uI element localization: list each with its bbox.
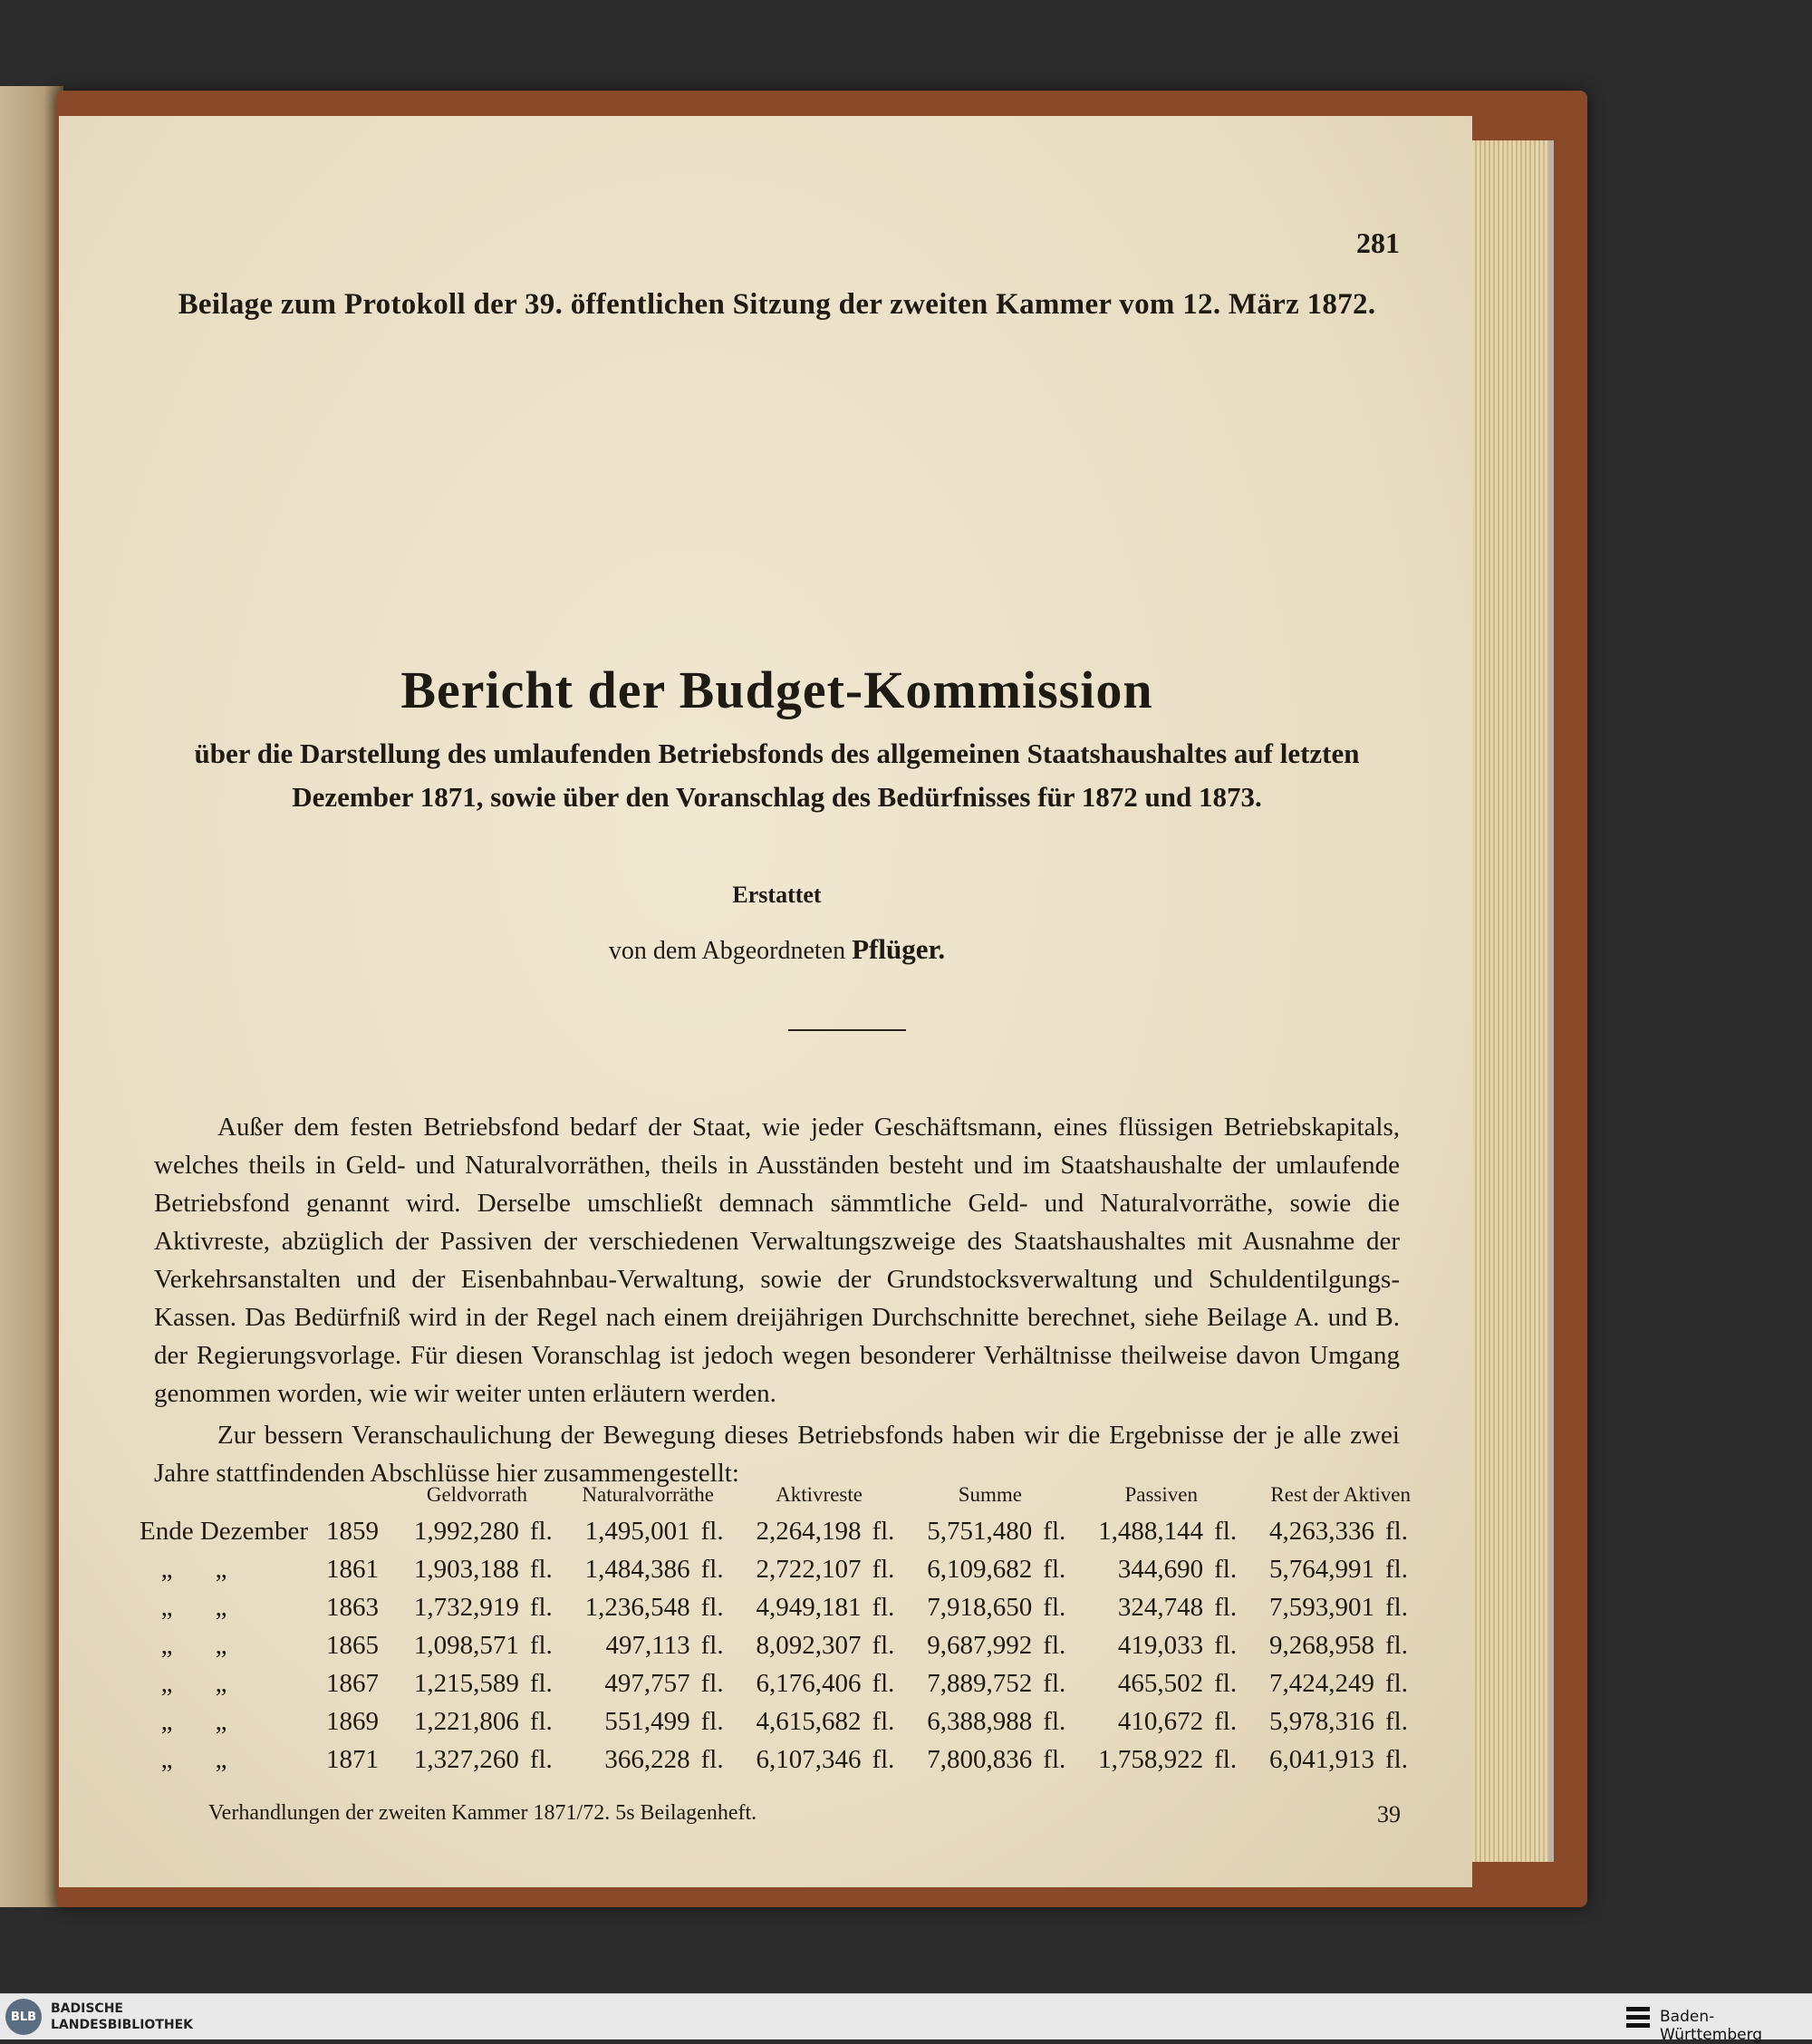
footer-signature: 39 [1377,1801,1401,1827]
table-cell: 324,748 [1117,1592,1204,1622]
table-cell: 8,092,307 [756,1630,862,1660]
currency-unit: fl. [1214,1744,1238,1774]
ditto-mark: „ [215,1630,227,1660]
currency-unit: fl. [872,1668,895,1698]
header-naturalvorraethe: Naturalvorräthe [582,1483,715,1506]
ditto-mark: „ [215,1592,227,1622]
ditto-mark: „ [160,1744,173,1774]
table-cell: 1,221,806 [413,1706,519,1736]
currency-unit: fl. [529,1668,553,1698]
blb-line-2: LANDESBIBLIOTHEK [51,2018,194,2032]
currency-unit: fl. [700,1668,724,1698]
table-cell: 6,388,988 [927,1706,1033,1736]
currency-unit: fl. [1043,1706,1066,1736]
table-cell: 4,615,682 [756,1706,862,1736]
row-label [136,1626,312,1664]
table-header-row [136,1481,1418,1512]
page-number: 281 [1356,227,1400,259]
document-page [59,116,1472,1887]
table-cell: 1,495,001 [584,1516,690,1546]
table-cell: 2,264,198 [756,1516,862,1546]
ditto-mark: „ [160,1592,173,1622]
table-cell: 2,722,107 [756,1554,862,1584]
currency-unit: fl. [1385,1706,1408,1736]
currency-unit: fl. [872,1592,895,1622]
currency-unit: fl. [1385,1668,1408,1698]
footer-source: Verhandlungen der zweiten Kammer 1871/72. 5s Beilagenheft. [208,1801,757,1825]
table-cell: 344,690 [1117,1554,1204,1584]
table-cell: 6,176,406 [756,1668,862,1698]
currency-unit: fl. [1214,1516,1238,1546]
author-prefix: von dem Abgeordneten [608,937,846,965]
currency-unit: fl. [1043,1744,1066,1774]
currency-unit: fl. [1385,1516,1408,1546]
currency-unit: fl. [1385,1554,1408,1584]
currency-unit: fl. [1385,1592,1408,1622]
blb-library-name[interactable] [51,2001,250,2033]
row-label [136,1664,312,1702]
row-label [136,1740,312,1779]
table-cell: 366,228 [604,1744,690,1774]
ditto-mark: „ [160,1706,173,1736]
currency-unit: fl. [872,1516,895,1546]
row-label [136,1550,312,1588]
currency-unit: fl. [1214,1668,1238,1698]
ditto-mark: „ [160,1668,173,1698]
table-cell: 7,593,901 [1269,1592,1374,1622]
table-body [136,1512,1418,1779]
table-cell: 5,764,991 [1269,1554,1374,1584]
currency-unit: fl. [529,1744,553,1774]
table-cell: 1,484,386 [584,1554,690,1584]
currency-unit: fl. [872,1554,895,1584]
header-geldvorrath: Geldvorrath [426,1483,527,1506]
currency-unit: fl. [529,1630,553,1660]
table-row [136,1550,1418,1588]
currency-unit: fl. [700,1592,724,1622]
currency-unit: fl. [529,1706,553,1736]
row-year: 1865 [325,1630,379,1660]
table-row [136,1512,1418,1550]
row-label [136,1702,312,1740]
table-cell: 7,800,836 [927,1744,1033,1774]
table-cell: 1,215,589 [413,1668,519,1698]
table-cell: 497,113 [605,1630,690,1660]
baden-wuerttemberg-lion-icon[interactable] [1624,2004,1652,2031]
table-cell: 497,757 [604,1668,690,1698]
separator-rule [788,1029,906,1031]
table-cell: 6,109,682 [927,1554,1033,1584]
header-summe: Summe [958,1483,1023,1506]
table-row [136,1740,1418,1779]
row-year: 1863 [325,1592,379,1622]
currency-unit: fl. [529,1516,553,1546]
currency-unit: fl. [1214,1554,1238,1584]
table-row [136,1588,1418,1626]
currency-unit: fl. [1043,1630,1066,1660]
currency-unit: fl. [700,1630,724,1660]
row-label: Ende Dezember [140,1516,308,1546]
table-cell: 1,236,548 [584,1592,690,1622]
currency-unit: fl. [1385,1630,1408,1660]
subtitle-line-2: Dezember 1871, sowie über den Voranschlag des Bedürfnisses für 1872 und 1873. [292,781,1262,813]
currency-unit: fl. [1043,1516,1066,1546]
ditto-mark: „ [160,1554,173,1584]
table-cell: 4,263,336 [1269,1516,1374,1546]
author-line [154,933,1400,966]
ditto-mark: „ [160,1630,173,1660]
header-rest-der-aktiven: Rest der Aktiven [1270,1483,1411,1506]
blb-line-1: BADISCHE [51,2001,123,2016]
baden-wuerttemberg-label[interactable]: Baden-Württemberg [1660,2008,1763,2044]
currency-unit: fl. [700,1744,724,1774]
table-cell: 6,107,346 [756,1744,862,1774]
table-cell: 9,687,992 [927,1630,1033,1660]
currency-unit: fl. [872,1630,895,1660]
table-cell: 410,672 [1117,1706,1204,1736]
currency-unit: fl. [1043,1592,1066,1622]
ditto-mark: „ [215,1554,227,1584]
currency-unit: fl. [700,1706,724,1736]
submitted-label: Erstattet [732,882,822,908]
currency-unit: fl. [1214,1630,1238,1660]
row-year: 1871 [325,1744,379,1774]
table-cell: 5,751,480 [927,1516,1033,1546]
table-cell: 6,041,913 [1269,1744,1374,1774]
fund-table-wrapper [136,1481,1418,1779]
currency-unit: fl. [529,1592,553,1622]
table-cell: 7,889,752 [927,1668,1033,1698]
table-row [136,1664,1418,1702]
table-cell: 5,978,316 [1269,1706,1374,1736]
table-cell: 1,732,919 [413,1592,519,1622]
subtitle-line-1: über die Darstellung des umlaufenden Betriebsfonds des allgemeinen Staatshaushaltes auf letzten [194,738,1360,769]
row-year: 1859 [325,1516,379,1546]
ditto-mark: „ [215,1668,227,1698]
table-cell: 1,098,571 [413,1630,519,1660]
table-cell: 9,268,958 [1269,1630,1374,1660]
library-footer-bar [0,1993,1812,2044]
table-cell: 1,327,260 [413,1744,519,1774]
row-year: 1861 [325,1554,379,1584]
table-cell: 7,424,249 [1269,1668,1374,1698]
table-cell: 4,949,181 [756,1592,862,1622]
supplement-header: Beilage zum Protokoll der 39. öffentlichen Sitzung der zweiten Kammer vom 12. März 1872. [178,288,1376,321]
currency-unit: fl. [872,1706,895,1736]
ditto-mark: „ [215,1706,227,1736]
table-cell: 551,499 [604,1706,690,1736]
report-title: Bericht der Budget-Kommission [400,660,1153,719]
table-row [136,1702,1418,1740]
paragraph-2: Zur bessern Veranschaulichung der Bewegung dieses Betriebsfonds haben wir die Ergebnisse der je alle zwei Jahre stattfindenden Abschlüsse hier zusammengestellt: [154,1421,1400,1488]
paragraph-1: Außer dem festen Betriebsfond bedarf der Staat, wie jeder Geschäftsmann, eines flüssigen Betriebskapitals, welches theils in Geld- und Naturalvorräthen, theils in Ausständen besteht und im Staatshaushalte der umlaufende Betriebsfond genannt wird. Derselbe umschließt demnach sämmtliche Geld- und Naturalvorräthe, sowie die Aktivreste, abzüglich der Passiven der verschiedenen Verwaltungszweige des Staatshaushaltes mit Ausnahme der Verkehrsanstalten und der Eisenbahnbau-Verwaltung, sowie der Grundstocksverwaltung und Schuldentilgungs-Kassen. Das Bedürfniß wird in der Regel nach einem dreijährigen Durchschnitte berechnet, siehe Beilage A. und B. der Regierungsvorlage. Für diesen Voranschlag ist jedoch wegen besonderer Verhältnisse theilweise davon Umgang genommen worden, wie wir weiter unten erläutern werden. [154,1113,1400,1408]
currency-unit: fl. [700,1554,724,1584]
currency-unit: fl. [1214,1706,1238,1736]
table-cell: 465,502 [1117,1668,1204,1698]
currency-unit: fl. [1214,1592,1238,1622]
table-cell: 1,758,922 [1098,1744,1204,1774]
table-cell: 7,918,650 [927,1592,1033,1622]
row-label [136,1588,312,1626]
currency-unit: fl. [700,1516,724,1546]
table-cell: 419,033 [1117,1630,1204,1660]
table-cell: 1,488,144 [1098,1516,1204,1546]
table-header-spacer [136,1481,391,1512]
ditto-mark: „ [215,1744,227,1774]
table-cell: 1,903,188 [413,1554,519,1584]
row-year: 1867 [325,1668,379,1698]
author-name: Pflüger. [852,933,946,965]
currency-unit: fl. [1385,1744,1408,1774]
row-year: 1869 [325,1706,379,1736]
header-aktivreste: Aktivreste [776,1483,863,1506]
table-cell: 1,992,280 [413,1516,519,1546]
currency-unit: fl. [529,1554,553,1584]
facing-page-edge [0,86,63,1907]
header-passiven: Passiven [1124,1483,1198,1506]
blb-logo-icon[interactable]: BLB [5,1999,42,2035]
currency-unit: fl. [872,1744,895,1774]
operating-fund-table [136,1481,1418,1779]
currency-unit: fl. [1043,1668,1066,1698]
table-row [136,1626,1418,1664]
currency-unit: fl. [1043,1554,1066,1584]
report-subtitle [154,732,1400,819]
